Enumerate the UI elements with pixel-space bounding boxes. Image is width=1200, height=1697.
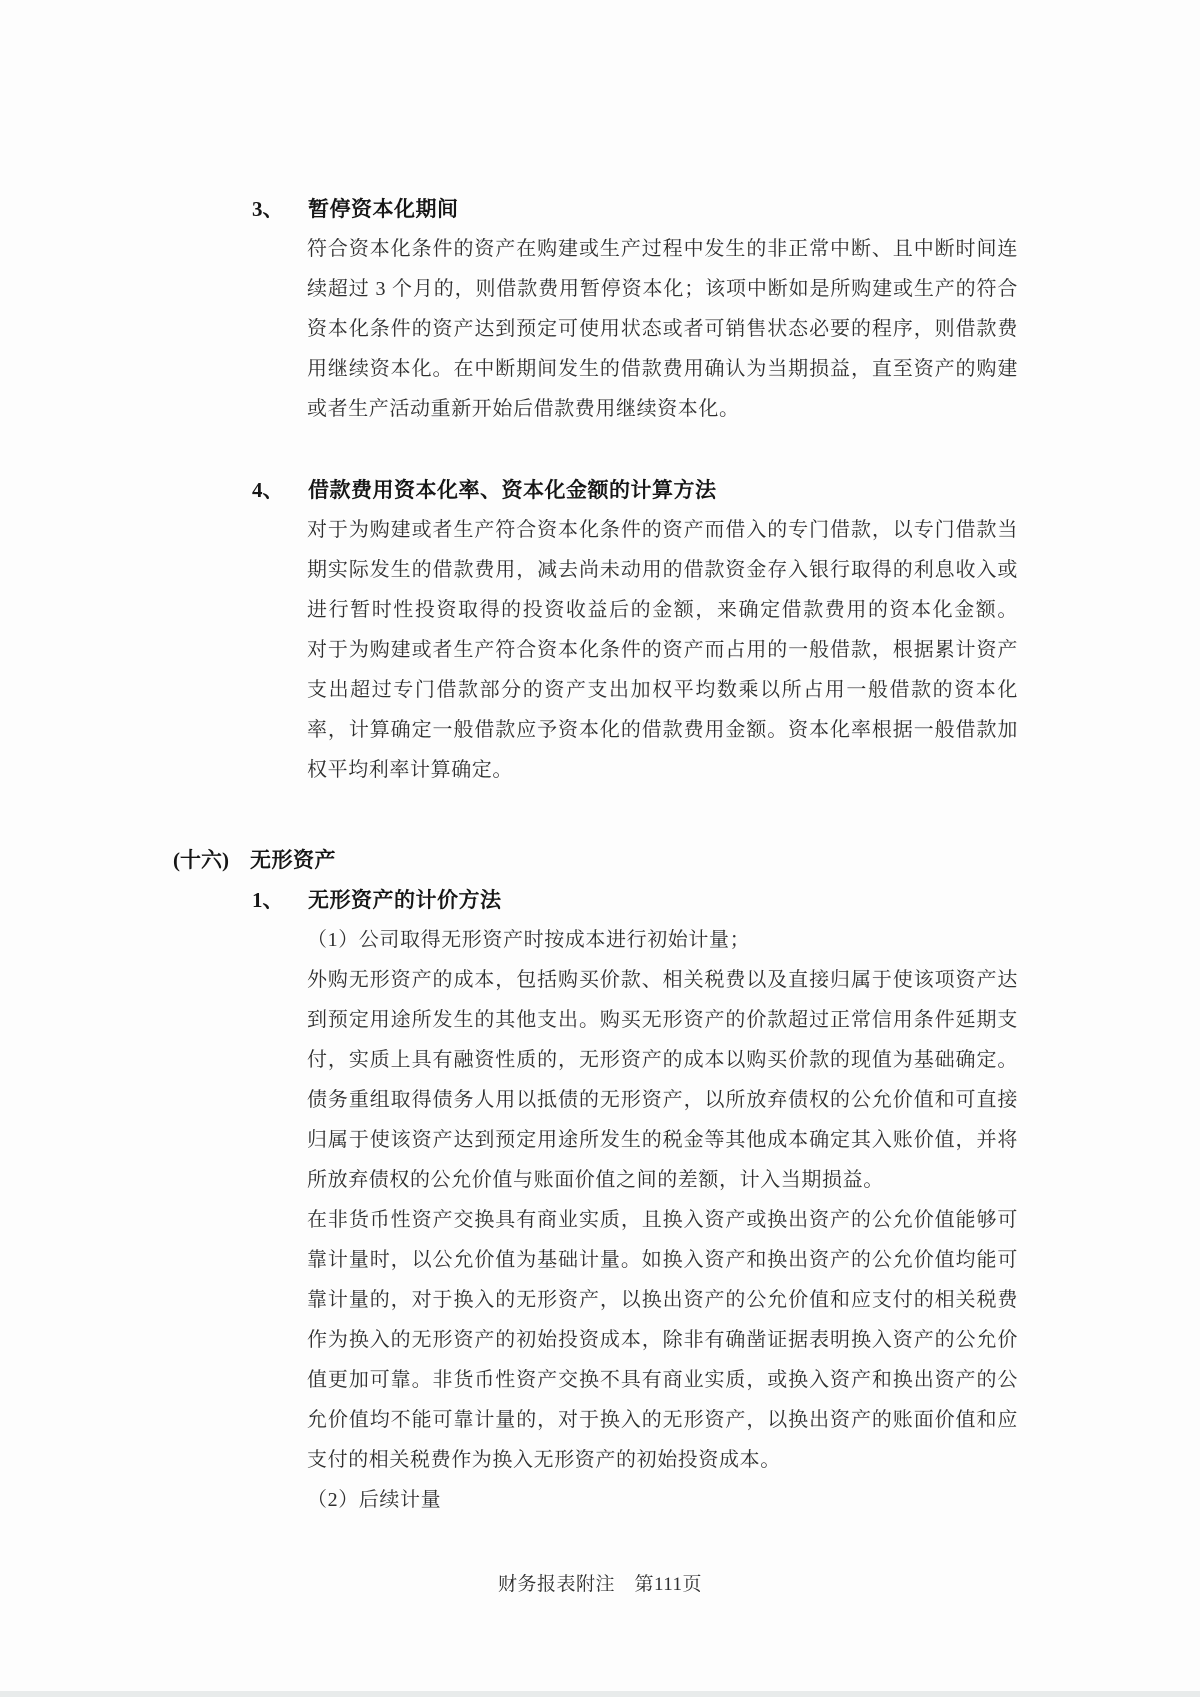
heading-title: 暂停资本化期间 (308, 197, 459, 221)
footer-text: 财务报表附注 第111页 (497, 1574, 703, 1595)
text-line: 期实际发生的借款费用，减去尚未动用的借款资金存入银行取得的利息收入或 (307, 559, 1018, 581)
paragraph (0, 510, 1200, 790)
numbered-heading (0, 189, 1200, 229)
text-line: 支付的相关税费作为换入无形资产的初始投资成本。 (307, 1449, 781, 1471)
text-line: 权平均利率计算确定。 (307, 759, 513, 781)
paragraph (0, 920, 1200, 960)
paragraph (0, 960, 1200, 1480)
text-line: 靠计量时，以公允价值为基础计量。如换入资产和换出资产的公允价值均能可 (307, 1249, 1018, 1271)
numbered-heading (0, 880, 1200, 920)
section-heading (0, 840, 1200, 880)
heading-title: 无形资产 (250, 848, 336, 872)
text-line: 作为换入的无形资产的初始投资成本，除非有确凿证据表明换入资产的公允价 (307, 1329, 1018, 1351)
text-line: 所放弃债权的公允价值与账面价值之间的差额，计入当期损益。 (307, 1169, 884, 1191)
text-line: 付，实质上具有融资性质的，无形资产的成本以购买价款的现值为基础确定。 (307, 1049, 1018, 1071)
page-bottom-edge (0, 1691, 1200, 1697)
text-line: 对于为购建或者生产符合资本化条件的资产而借入的专门借款，以专门借款当 (307, 519, 1018, 541)
text-line: 归属于使该资产达到预定用途所发生的税金等其他成本确定其入账价值，并将 (307, 1129, 1018, 1151)
text-line: 允价值均不能可靠计量的，对于换入的无形资产，以换出资产的账面价值和应 (307, 1409, 1018, 1431)
text-line: （2）后续计量 (307, 1489, 442, 1511)
heading-number: (十六) (173, 848, 229, 872)
text-line: 进行暂时性投资取得的投资收益后的金额，来确定借款费用的资本化金额。 (307, 599, 1018, 621)
heading-title: 无形资产的计价方法 (308, 888, 502, 912)
page-footer (0, 1565, 1200, 1605)
text-line: 值更加可靠。非货币性资产交换不具有商业实质，或换入资产和换出资产的公 (307, 1369, 1018, 1391)
text-line: 资本化条件的资产达到预定可使用状态或者可销售状态必要的程序，则借款费 (307, 318, 1018, 340)
numbered-heading (0, 470, 1200, 510)
text-line: 率，计算确定一般借款应予资本化的借款费用金额。资本化率根据一般借款加 (307, 719, 1018, 741)
text-line: 续超过 3 个月的，则借款费用暂停资本化；该项中断如是所购建或生产的符合 (307, 278, 1018, 300)
text-line: 到预定用途所发生的其他支出。购买无形资产的价款超过正常信用条件延期支 (307, 1009, 1018, 1031)
heading-title: 借款费用资本化率、资本化金额的计算方法 (308, 478, 717, 502)
paragraph (0, 229, 1200, 429)
text-line: （1）公司取得无形资产时按成本进行初始计量； (307, 929, 751, 951)
heading-number: 1、 (252, 888, 284, 912)
text-line: 债务重组取得债务人用以抵债的无形资产，以所放弃债权的公允价值和可直接 (307, 1089, 1018, 1111)
text-line: 或者生产活动重新开始后借款费用继续资本化。 (307, 398, 740, 420)
text-line: 靠计量的，对于换入的无形资产，以换出资产的公允价值和应支付的相关税费 (307, 1289, 1018, 1311)
text-line: 在非货币性资产交换具有商业实质，且换入资产或换出资产的公允价值能够可 (307, 1209, 1018, 1231)
paragraph (0, 1480, 1200, 1520)
text-line: 符合资本化条件的资产在购建或生产过程中发生的非正常中断、且中断时间连 (307, 238, 1018, 260)
heading-number: 3、 (252, 197, 284, 221)
text-line: 支出超过专门借款部分的资产支出加权平均数乘以所占用一般借款的资本化 (307, 679, 1018, 701)
text-line: 对于为购建或者生产符合资本化条件的资产而占用的一般借款，根据累计资产 (307, 639, 1018, 661)
text-line: 外购无形资产的成本，包括购买价款、相关税费以及直接归属于使该项资产达 (307, 969, 1018, 991)
text-line: 用继续资本化。在中断期间发生的借款费用确认为当期损益，直至资产的购建 (307, 358, 1018, 380)
heading-number: 4、 (252, 478, 284, 502)
